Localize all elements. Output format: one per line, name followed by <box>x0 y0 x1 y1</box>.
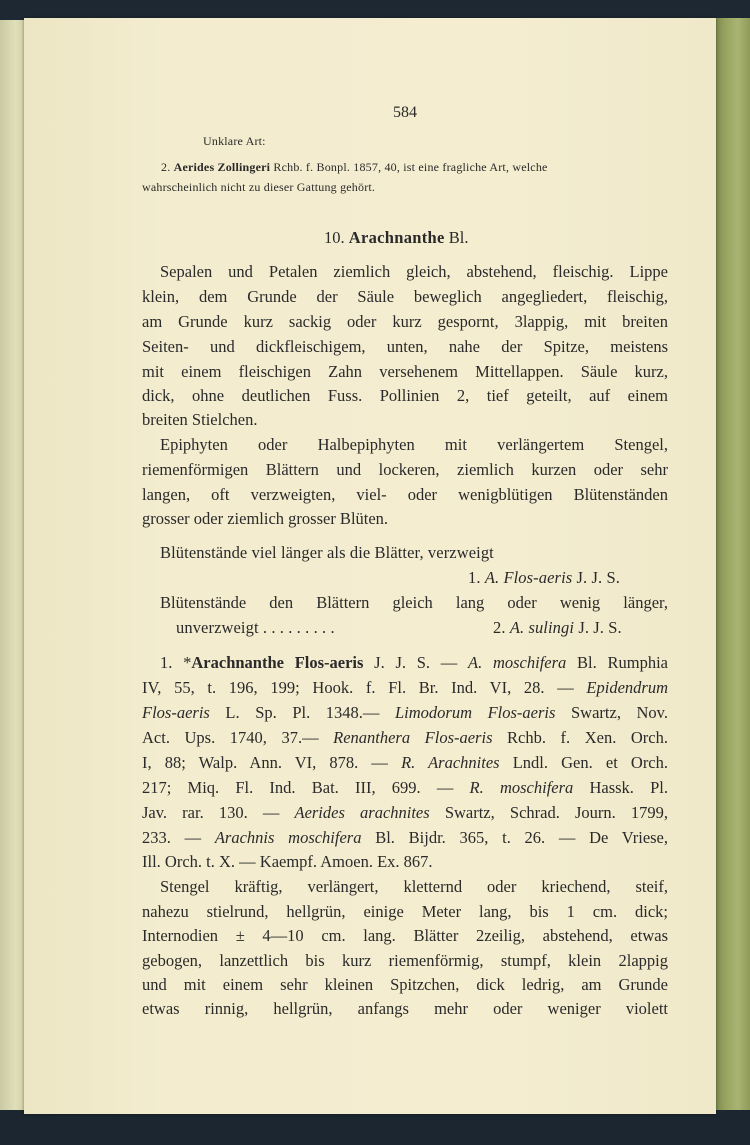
synonym: Arachnis moschifera <box>214 828 362 847</box>
synonym: R. Arachnites <box>401 753 500 772</box>
unclear-entry-line1 <box>161 160 548 175</box>
citation: 233. — <box>142 828 215 847</box>
unclear-entry-name: Aerides Zollingeri <box>173 160 271 174</box>
stem-line: nahezu stielrund, hellgrün, einige Meter lang, bis 1 cm. dick; <box>142 902 668 921</box>
unclear-heading: Unklare Art: <box>203 134 266 148</box>
species-line <box>142 678 668 698</box>
genus-name: Arachnanthe <box>348 228 445 247</box>
habit-line: grosser oder ziemlich grosser Blüten. <box>142 509 389 528</box>
species-name: Arachnanthe Flos-aeris <box>191 653 364 672</box>
synonym: Limodorum Flos-aeris <box>395 703 556 722</box>
citation: Lndl. Gen. et Orch. <box>499 753 669 772</box>
species-line <box>142 828 668 848</box>
page-number: 584 <box>393 104 417 121</box>
species-number: 1. * <box>160 653 192 672</box>
bottom-shadow <box>0 1110 750 1145</box>
synonym: R. moschifera <box>469 778 574 797</box>
description-line: breiten Stielchen. <box>142 410 258 429</box>
citation: 217; Miq. Fl. Ind. Bat. III, 699. — <box>142 778 470 797</box>
citation: Bl. Bijdr. 365, t. 26. — De Vriese, <box>361 828 669 847</box>
key-lead-1: Blütenstände viel länger als die Blätter, verzweigt <box>160 543 494 562</box>
key-result-1-name: A. Flos-aeris <box>484 568 573 587</box>
key-lead-2: Blütenstände den Blättern gleich lang oder wenig länger, <box>160 593 668 612</box>
unclear-entry-rest: Rchb. f. Bonpl. 1857, 40, ist eine fragliche Art, welche <box>273 160 548 174</box>
citation: Act. Ups. 1740, 37.— <box>142 728 334 747</box>
key-result-1 <box>468 568 620 588</box>
habit-line: langen, oft verzweigten, viel- oder wenigblütigen Blütenständen <box>142 485 668 504</box>
key-lead-2-cont: unverzweigt . . . . . . . . . <box>176 618 335 637</box>
habit-line: riemenförmigen Blättern und lockeren, ziemlich kurzen oder sehr <box>142 460 668 479</box>
citation: Rchb. f. Xen. Orch. <box>492 728 669 747</box>
citation: L. Sp. Pl. 1348.— <box>209 703 395 722</box>
species-author: J. J. S. — <box>363 653 469 672</box>
key-result-2-name: A. sulingi <box>509 618 575 637</box>
description-line: dick, ohne deutlichen Fuss. Pollinien 2, tief geteilt, auf einem <box>142 386 668 405</box>
description-line: mit einem fleischigen Zahn versehenem Mittellappen. Säule kurz, <box>142 362 668 381</box>
key-result-2 <box>493 618 622 638</box>
stem-line: und mit einem sehr kleinen Spitzchen, dick ledrig, am Grunde <box>142 975 668 994</box>
synonym: A. moschifera <box>468 653 567 672</box>
synonym: Renanthera Flos-aeris <box>333 728 493 747</box>
citation: Swartz, Nov. <box>555 703 668 722</box>
key-result-1-number: 1. <box>468 568 481 587</box>
habit-line: Epiphyten oder Halbepiphyten mit verlängertem Stengel, <box>160 435 668 454</box>
book-spine <box>710 18 750 1114</box>
species-line: Ill. Orch. t. X. — Kaempf. Amoen. Ex. 867. <box>142 852 433 871</box>
citation: Jav. rar. 130. — <box>142 803 295 822</box>
synonym: Flos-aeris <box>142 703 210 722</box>
species-line <box>142 728 668 748</box>
citation: Bl. Rumphia <box>566 653 669 672</box>
genus-heading <box>324 228 468 248</box>
citation: Swartz, Schrad. Journ. 1799, <box>429 803 669 822</box>
key-result-1-author: J. J. S. <box>576 568 620 587</box>
key-result-2-author: J. J. S. <box>578 618 622 637</box>
description-line: Seiten- und dickfleischigem, unten, nahe der Spitze, meistens <box>142 337 668 356</box>
synonym: Aerides arachnites <box>294 803 430 822</box>
species-line <box>142 753 668 773</box>
species-line <box>142 803 668 823</box>
citation: IV, 55, t. 196, 199; Hook. f. Fl. Br. Ind. VI, 28. — <box>142 678 587 697</box>
citation: I, 88; Walp. Ann. VI, 878. — <box>142 753 402 772</box>
key-result-2-number: 2. <box>493 618 506 637</box>
genus-number: 10. <box>324 228 345 247</box>
unclear-entry-line2: wahrscheinlich nicht zu dieser Gattung gehört. <box>142 180 376 194</box>
species-line <box>142 703 668 723</box>
stem-line: Internodien ± 4—10 cm. lang. Blätter 2zeilig, abstehend, etwas <box>142 926 668 945</box>
unclear-entry-number: 2. <box>161 160 171 174</box>
species-line <box>160 653 668 673</box>
previous-pages-edge <box>0 20 26 1110</box>
description-line: Sepalen und Petalen ziemlich gleich, abstehend, fleischig. Lippe <box>160 262 668 281</box>
citation: Hassk. Pl. <box>573 778 669 797</box>
description-line: am Grunde kurz sackig oder kurz gespornt, 3lappig, mit breiten <box>142 312 668 331</box>
stem-line: Stengel kräftig, verlängert, kletternd oder kriechend, steif, <box>160 877 668 896</box>
stem-line: gebogen, lanzettlich bis kurz riemenförmig, stumpf, klein 2lappig <box>142 951 668 970</box>
species-line <box>142 778 668 798</box>
description-line: klein, dem Grunde der Säule beweglich angegliedert, fleischig, <box>142 287 668 306</box>
synonym: Epidendrum <box>586 678 668 697</box>
stem-line: etwas rinnig, hellgrün, anfangs mehr oder weniger violett <box>142 999 668 1018</box>
genus-author: Bl. <box>448 228 469 247</box>
